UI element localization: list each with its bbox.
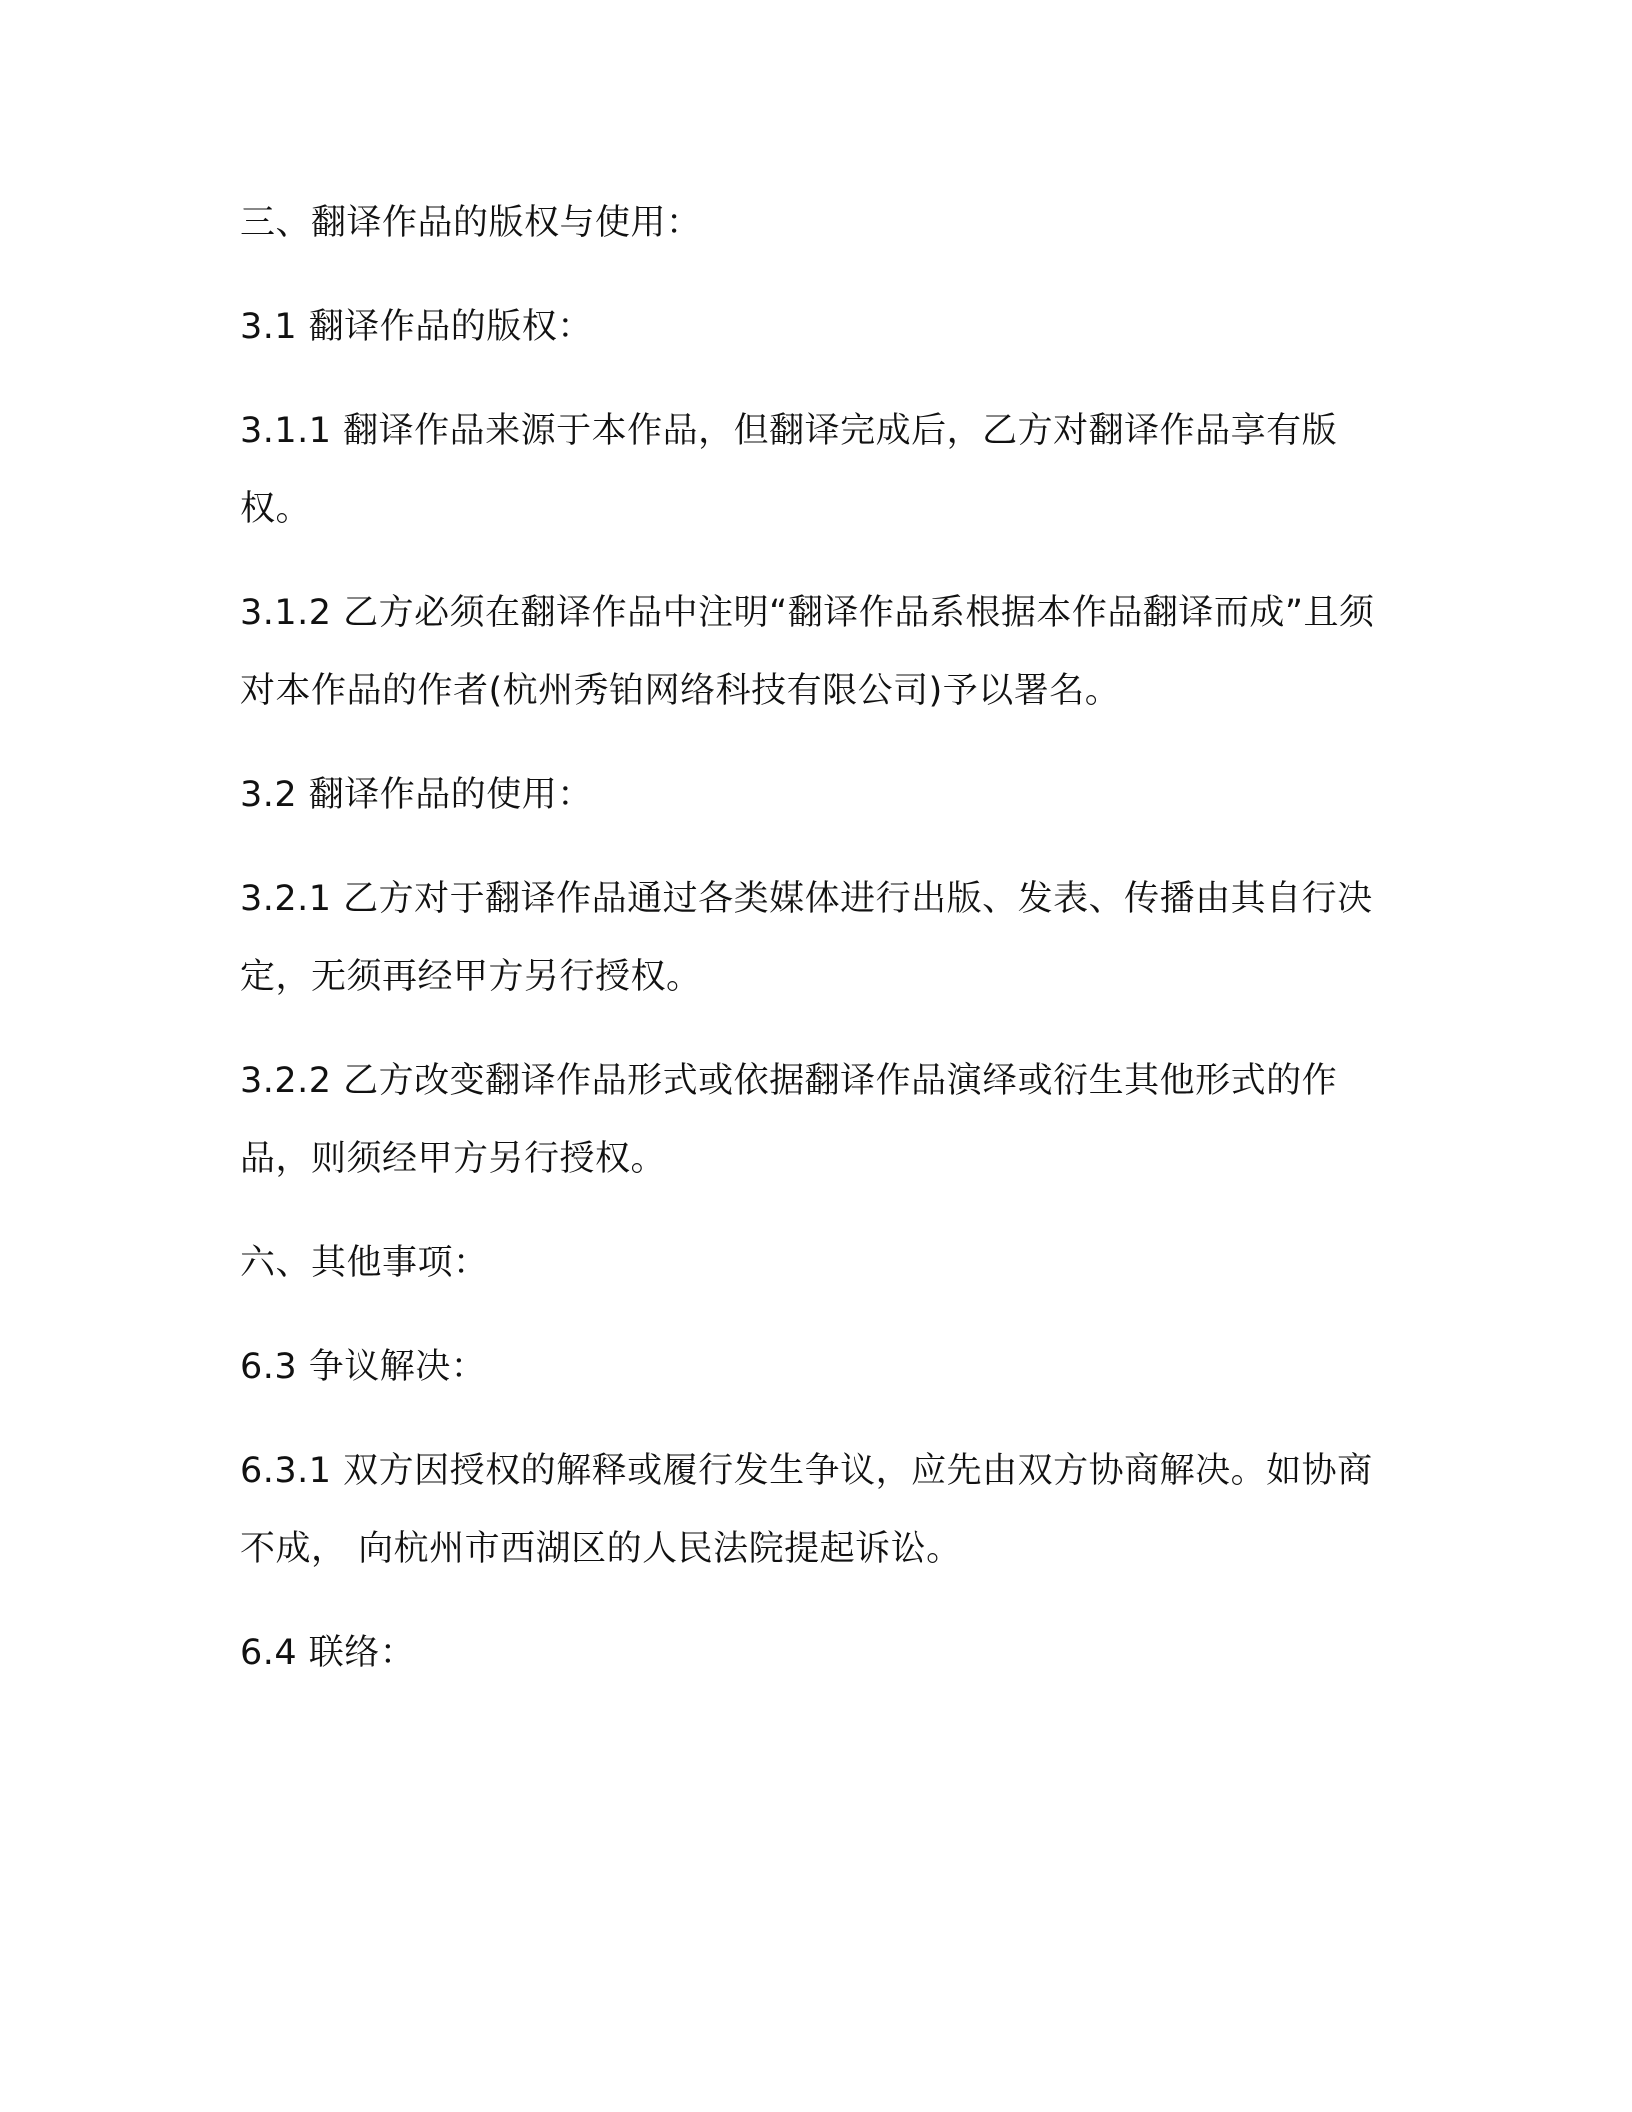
clause-3-1-2: 3.1.2 乙方必须在翻译作品中注明“翻译作品系根据本作品翻译而成”且须对本作品的作者(杭州秀铂网络科技有限公司)予以署名。 xyxy=(240,593,1375,711)
clause-3-2-heading: 3.2 翻译作品的使用： xyxy=(240,775,593,815)
section-heading-3: 三、翻译作品的版权与使用： xyxy=(240,203,702,243)
clause-3-2-1: 3.2.1 乙方对于翻译作品通过各类媒体进行出版、发表、传播由其自行决定，无须再经甲方另行授权。 xyxy=(240,879,1373,997)
clause-3-1-1: 3.1.1 翻译作品来源于本作品，但翻译完成后，乙方对翻译作品享有版权。 xyxy=(240,411,1338,529)
clause-3-2-2: 3.2.2 乙方改变翻译作品形式或依据翻译作品演绎或衍生其他形式的作品，则须经甲方另行授权。 xyxy=(240,1061,1338,1179)
clause-6-3-heading: 6.3 争议解决： xyxy=(240,1347,487,1387)
section-heading-6: 六、其他事项： xyxy=(240,1243,489,1283)
clause-3-1-heading: 3.1 翻译作品的版权： xyxy=(240,307,593,347)
clause-6-4-heading: 6.4 联络： xyxy=(240,1633,416,1673)
clause-6-3-1: 6.3.1 双方因授权的解释或履行发生争议，应先由双方协商解决。如协商不成， 向杭州市西湖区的人民法院提起诉讼。 xyxy=(240,1451,1373,1569)
document-body xyxy=(240,184,1390,1692)
